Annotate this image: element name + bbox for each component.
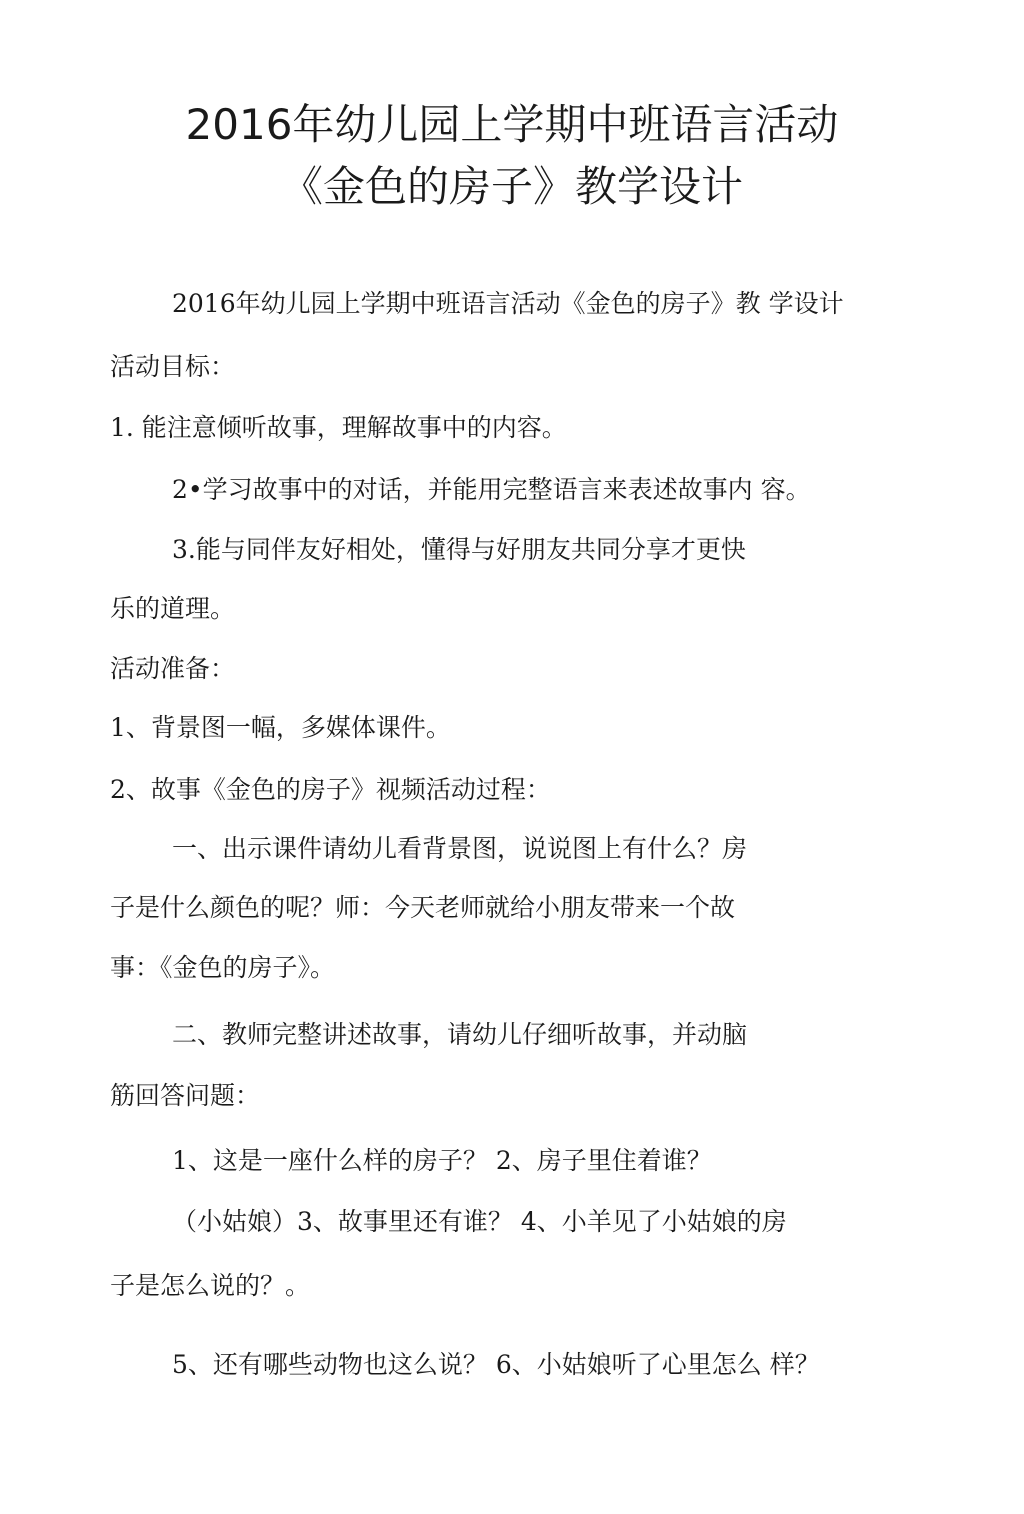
intro-paragraph: 2016年幼儿园上学期中班语言活动《金色的房子》教 学设计 xyxy=(172,289,844,318)
question-line-3: 子是怎么说的？。 xyxy=(110,1271,311,1300)
goal-item-3: 3.能与同伴友好相处，懂得与好朋友共同分享才更快 xyxy=(172,535,746,564)
goal-item-2: 2•学习故事中的对话，并能用完整语言来表述故事内 容。 xyxy=(172,475,811,504)
preparation-item-2: 2、故事《金色的房子》视频活动过程： xyxy=(110,775,551,804)
section-heading-goals: 活动目标： xyxy=(110,352,236,381)
preparation-item-1: 1、背景图一幅，多媒体课件。 xyxy=(110,713,451,742)
document-title-line-1: 2016年幼儿园上学期中班语言活动 xyxy=(185,100,839,149)
process-step-1: 一、出示课件请幼儿看背景图，说说图上有什么？房 xyxy=(172,834,748,863)
process-step-1-line-3: 事：《金色的房子》。 xyxy=(110,953,336,982)
goal-item-1: 1. 能注意倾听故事，理解故事中的内容。 xyxy=(110,413,567,442)
goal-item-3-continued: 乐的道理。 xyxy=(110,594,236,623)
document-title-line-2: 《金色的房子》教学设计 xyxy=(280,162,743,211)
question-line-4: 5、还有哪些动物也这么说？ 6、小姑娘听了心里怎么 样？ xyxy=(172,1350,820,1379)
process-step-1-line-2: 子是什么颜色的呢？师：今天老师就给小朋友带来一个故 xyxy=(110,893,736,922)
process-step-2-line-2: 筋回答问题： xyxy=(110,1081,261,1110)
section-heading-preparation: 活动准备： xyxy=(110,654,236,683)
process-step-2: 二、教师完整讲述故事，请幼儿仔细听故事，并动脑 xyxy=(172,1020,748,1049)
question-line-2: （小姑娘）3、故事里还有谁？ 4、小羊见了小姑娘的房 xyxy=(172,1207,787,1236)
question-line-1: 1、这是一座什么样的房子？ 2、房子里住着谁？ xyxy=(172,1146,712,1175)
